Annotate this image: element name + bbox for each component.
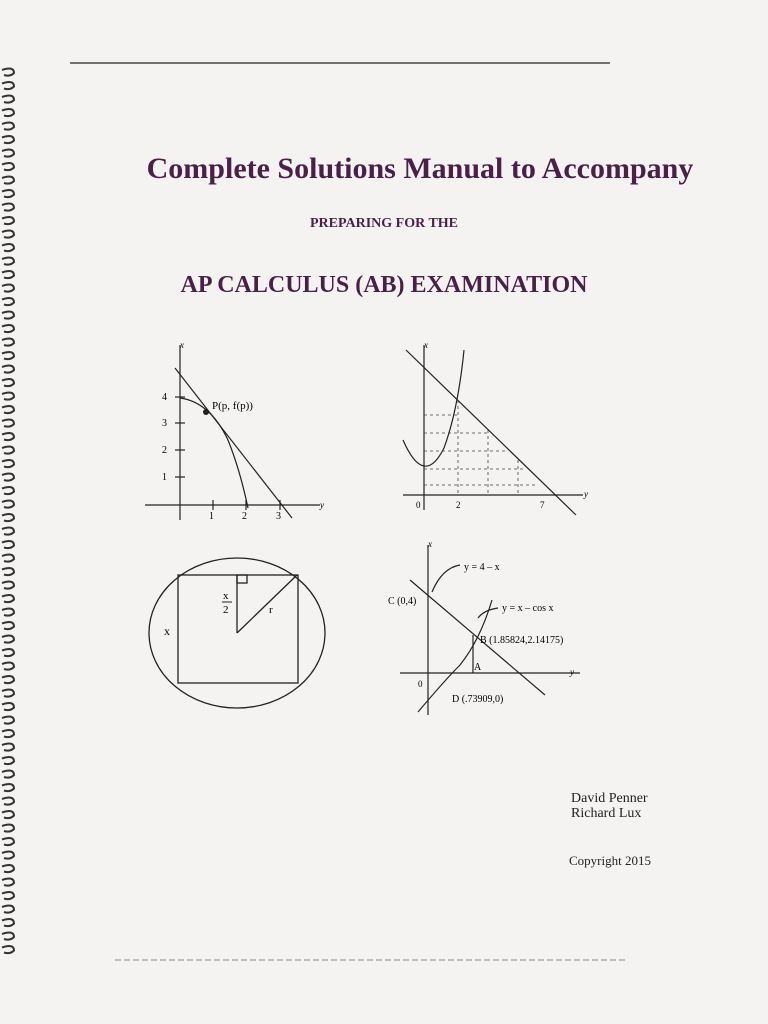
binding-coil — [2, 744, 14, 751]
binding-coil — [2, 541, 14, 548]
fig1-tick: 3 — [162, 418, 167, 429]
binding-coil — [2, 690, 14, 697]
binding-coil — [2, 163, 14, 170]
binding-coil — [2, 811, 14, 818]
binding-coil — [2, 433, 14, 440]
binding-coil — [2, 96, 14, 103]
fig2-tick: 0 — [416, 500, 421, 510]
fig4-x-axis: x — [428, 540, 432, 549]
binding-coil — [2, 703, 14, 710]
binding-coil — [2, 366, 14, 373]
binding-coil — [2, 730, 14, 737]
binding-coil — [2, 798, 14, 805]
cover-title: Complete Solutions Manual to Accompany — [146, 152, 694, 185]
binding-coil — [2, 123, 14, 130]
binding-coil — [2, 595, 14, 602]
figure-square-in-circle — [145, 555, 330, 710]
binding-coil — [2, 501, 14, 508]
binding-coil — [2, 528, 14, 535]
binding-coil — [2, 460, 14, 467]
binding-coil — [2, 406, 14, 413]
fig4-y-axis: y — [570, 667, 574, 677]
binding-coil — [2, 177, 14, 184]
author-name: David Penner — [571, 791, 648, 806]
binding-coil — [2, 244, 14, 251]
fig4-point-b: B (1.85824,2.14175) — [480, 635, 564, 646]
copyright-notice: Copyright 2015 — [569, 853, 651, 868]
fig1-tick: 3 — [276, 511, 281, 522]
binding-coil — [2, 852, 14, 859]
binding-coil — [2, 258, 14, 265]
binding-coil — [2, 906, 14, 913]
binding-coil — [2, 933, 14, 940]
binding-coil — [2, 757, 14, 764]
binding-coil — [2, 771, 14, 778]
binding-coil — [2, 420, 14, 427]
binding-coil — [2, 582, 14, 589]
binding-coil — [2, 487, 14, 494]
fig1-tick: 1 — [209, 511, 214, 522]
binding-coil — [2, 69, 14, 76]
binding-coil — [2, 447, 14, 454]
binding-coil — [2, 622, 14, 629]
binding-coil — [2, 892, 14, 899]
fig4-region-label: A — [474, 662, 482, 673]
binding-coil — [2, 150, 14, 157]
binding-coil — [2, 82, 14, 89]
spiral-binding — [0, 60, 26, 960]
fig1-tick: 4 — [162, 392, 167, 403]
binding-coil — [2, 838, 14, 845]
binding-coil — [2, 784, 14, 791]
binding-coil — [2, 298, 14, 305]
fig1-point-label: P(p, f(p)) — [212, 400, 253, 412]
fig3-side-label: x — [164, 624, 170, 638]
binding-coil — [2, 676, 14, 683]
binding-coil — [2, 636, 14, 643]
fig1-x-axis: x — [180, 340, 184, 350]
fig4-origin: 0 — [418, 679, 423, 689]
binding-coil — [2, 352, 14, 359]
binding-coil — [2, 393, 14, 400]
binding-coil — [2, 663, 14, 670]
top-rule — [60, 58, 620, 68]
binding-coil — [2, 379, 14, 386]
binding-coil — [2, 514, 14, 521]
fig3-half-num: x — [223, 590, 229, 602]
binding-coil — [2, 109, 14, 116]
binding-coil — [2, 568, 14, 575]
figure-intersection — [380, 540, 610, 720]
fig4-curve-label: y = x – cos x — [502, 603, 554, 614]
exam-title: AP CALCULUS (AB) EXAMINATION — [180, 272, 588, 298]
binding-coil — [2, 312, 14, 319]
binding-coil — [2, 879, 14, 886]
fig3-radius-label: r — [269, 604, 273, 616]
author-name: Richard Lux — [571, 806, 642, 821]
binding-coil — [2, 609, 14, 616]
fig3-half-den: 2 — [223, 604, 229, 616]
fig2-x-axis: x — [424, 340, 428, 350]
binding-coil — [2, 190, 14, 197]
fig1-tick: 1 — [162, 472, 167, 483]
binding-coil — [2, 204, 14, 211]
binding-coil — [2, 717, 14, 724]
fig2-y-axis: y — [584, 489, 588, 499]
binding-coil — [2, 825, 14, 832]
authors — [571, 791, 648, 821]
binding-coil — [2, 339, 14, 346]
binding-coil — [2, 919, 14, 926]
binding-coil — [2, 649, 14, 656]
fig1-tick: 2 — [242, 511, 247, 522]
binding-coil — [2, 555, 14, 562]
fig4-point-d: D (.73909,0) — [452, 694, 504, 705]
fig1-tick: 2 — [162, 445, 167, 456]
fig4-point-c: C (0,4) — [388, 596, 417, 607]
fig2-tick: 2 — [456, 500, 461, 510]
binding-coil — [2, 946, 14, 953]
binding-coil — [2, 325, 14, 332]
binding-coil — [2, 474, 14, 481]
fig2-tick: 7 — [540, 500, 545, 510]
fig1-y-axis: y — [320, 500, 324, 510]
figure-tangent-line — [140, 340, 340, 530]
binding-coil — [2, 136, 14, 143]
bottom-rule — [110, 955, 630, 965]
cover-subtitle: PREPARING FOR THE — [309, 216, 459, 231]
figure-parabola-region — [398, 340, 598, 520]
fig4-line-label: y = 4 – x — [464, 562, 500, 573]
binding-coil — [2, 865, 14, 872]
